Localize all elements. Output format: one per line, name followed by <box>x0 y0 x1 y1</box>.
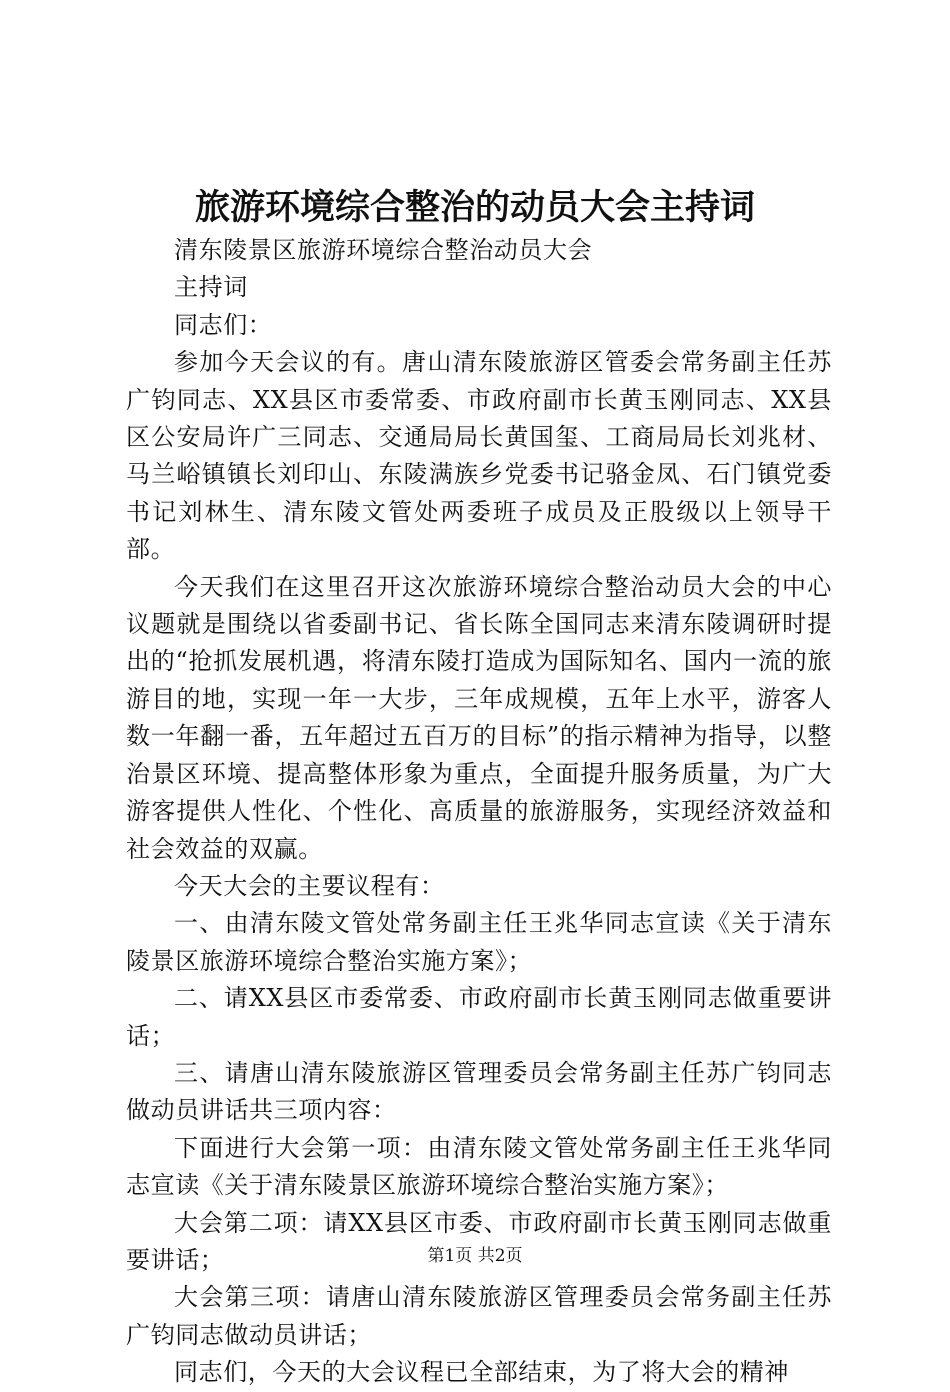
paragraph-6: 今天大会的主要议程有： <box>174 871 445 900</box>
paragraph-3: 同志们： <box>174 310 273 339</box>
paragraph-2: 主持词 <box>174 273 248 302</box>
paragraph-4: 参加今天会议的有。唐山清东陵旅游区管委会常务副主任苏广钧同志、XX县区市委常委、市政府副市长黄玉刚同志、XX县区公安局许广三同志、交通局局长黄国玺、工商局局长刘兆材、马兰峪镇镇长刘印山、东陵满族乡党委书记骆金凤、石门镇党委书记刘林生、清东陵文管处两委班子成员及正股级以上领导干部。 <box>126 348 832 564</box>
paragraph-10: 下面进行大会第一项：由清东陵文管处常务副主任王兆华同志宣读《关于清东陵景区旅游环境综合整治实施方案》； <box>126 1133 832 1200</box>
paragraph-13: 同志们，今天的大会议程已全部结束，为了将大会的精神 <box>174 1358 789 1387</box>
paragraph-8: 二、请XX县区市委常委、市政府副市长黄玉刚同志做重要讲话； <box>126 984 832 1050</box>
paragraph-1: 清东陵景区旅游环境综合整治动员大会 <box>174 236 593 264</box>
paragraph-7: 一、由清东陵文管处常务副主任王兆华同志宣读《关于清东陵景区旅游环境综合整治实施方案》； <box>126 909 832 975</box>
paragraph-5: 今天我们在这里召开这次旅游环境综合整治动员大会的中心议题就是围绕以省委副书记、省长陈全国同志来清东陵调研时提出的“抢抓发展机遇，将清东陵打造成为国际知名、国内一流的旅游目的地，实现一年一大步，三年成规模，五年上水平，游客人数一年翻一番，五年超过五百万的目标”的指示精神为指导，以整治景区环境、提高整体形象为重点，全面提升服务质量，为广大游客提供人性化、个性化、高质量的旅游服务，实现经济效益和社会效益的双赢。 <box>126 572 832 863</box>
document-title: 旅游环境综合整治的动员大会主持词 <box>194 187 755 228</box>
paragraph-9: 三、请唐山清东陵旅游区管理委员会常务副主任苏广钧同志做动员讲话共三项内容： <box>126 1058 832 1125</box>
paragraph-12: 大会第三项：请唐山清东陵旅游区管理委员会常务副主任苏广钧同志做动员讲话； <box>126 1283 832 1349</box>
page-number-footer: 第1页 共2页 <box>427 1246 523 1266</box>
paragraph-11: 大会第二项：请XX县区市委、市政府副市长黄玉刚同志做重要讲话； <box>126 1208 832 1274</box>
document-body <box>126 232 832 1392</box>
